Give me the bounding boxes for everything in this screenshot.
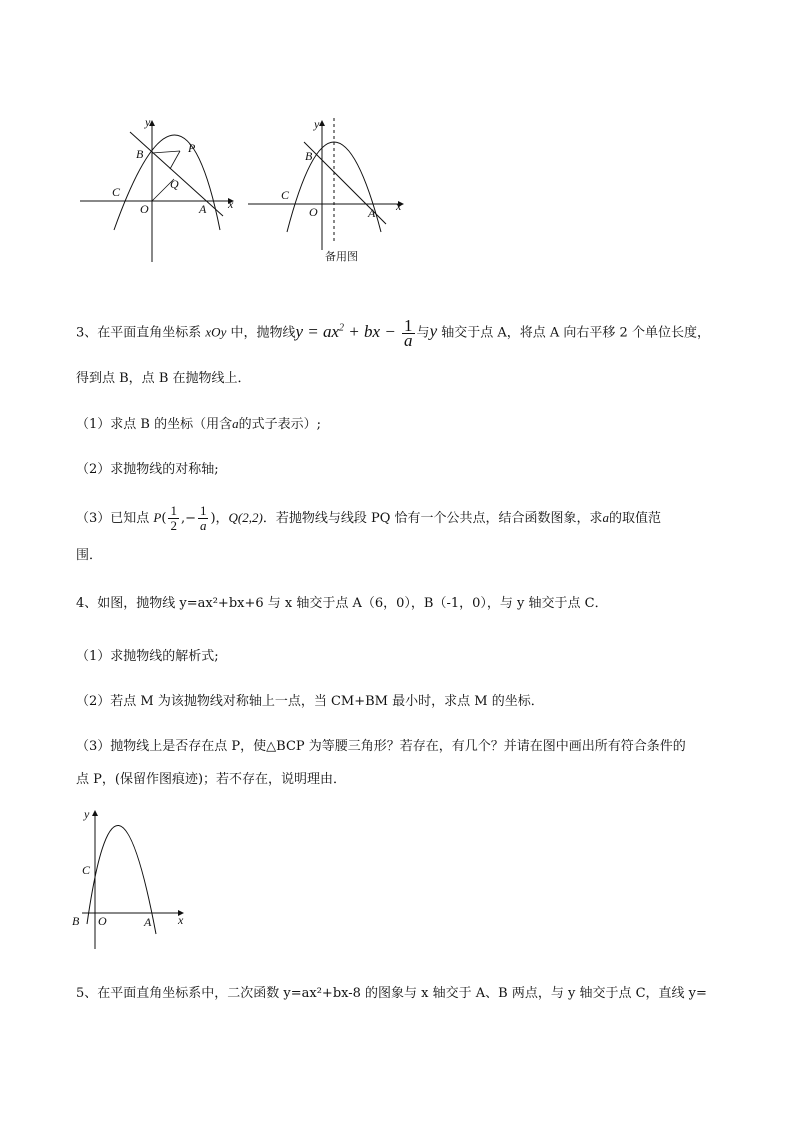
label-x: x bbox=[178, 913, 184, 927]
q3-text-a: 3、在平面直角坐标系 bbox=[76, 325, 206, 341]
q3-y: y bbox=[429, 321, 438, 341]
segment-pq bbox=[170, 151, 180, 169]
label-y: y bbox=[84, 807, 90, 821]
label-b: B bbox=[305, 149, 313, 163]
label-x: x bbox=[396, 199, 402, 213]
q3-formula-square: 2 bbox=[339, 322, 345, 333]
q3-formula-part1: y = ax bbox=[295, 321, 340, 341]
q3-formula bbox=[295, 322, 400, 341]
q3-part-3-line-2: 围． bbox=[76, 548, 103, 563]
q3-part-1 bbox=[76, 414, 736, 435]
q3-p3-var: a bbox=[602, 510, 610, 525]
q4-part-3-line-2: 点 P，(保留作图痕迹)；若不存在，说明理由． bbox=[76, 772, 347, 787]
label-a: A bbox=[144, 915, 152, 929]
q3-p3-comma: ,− bbox=[180, 511, 196, 526]
q4-part-1: （1）求抛物线的解析式; bbox=[76, 649, 219, 664]
q3-p3-Q: Q(2,2) bbox=[228, 510, 263, 525]
q3-p3-c: 的取值范 bbox=[609, 511, 662, 526]
label-o: O bbox=[140, 202, 149, 216]
q3-p3-f2-den: a bbox=[199, 518, 207, 533]
q3-xoy: xOy bbox=[205, 324, 227, 340]
q3-part-3 bbox=[76, 504, 736, 533]
q3-p3-f1-den: 2 bbox=[170, 518, 177, 533]
q3-part-2: （2）求抛物线的对称轴; bbox=[76, 462, 219, 477]
y-axis-arrow bbox=[319, 120, 325, 126]
q3-text-c: 与 bbox=[416, 325, 430, 341]
q3-p3-a: （3）已知点 bbox=[76, 511, 154, 526]
q4-line-1: 4、如图，抛物线 y=ax²+bx+6 与 x 轴交于点 A（6，0），B（-1，0），与 y 轴交于点 C． bbox=[76, 596, 608, 611]
q3-p3-frac-1 bbox=[168, 504, 179, 533]
label-x: x bbox=[228, 197, 234, 211]
label-b: B bbox=[72, 914, 80, 928]
figure-2-parabola-spare bbox=[240, 112, 420, 268]
figure-caption: 备用图 bbox=[325, 250, 358, 263]
label-a: A bbox=[199, 202, 207, 216]
label-p: P bbox=[188, 141, 196, 155]
q3-p3-open: ( bbox=[161, 511, 167, 526]
y-axis-arrow bbox=[92, 810, 98, 816]
q3-p1-b: 的式子表示）; bbox=[238, 417, 321, 432]
label-b: B bbox=[136, 147, 144, 161]
label-y: y bbox=[314, 117, 320, 131]
q4-part-2: （2）若点 M 为该抛物线对称轴上一点，当 CM+BM 最小时，求点 M 的坐标． bbox=[76, 694, 544, 709]
label-q: Q bbox=[170, 177, 179, 191]
q3-p3-frac-2 bbox=[198, 504, 209, 533]
q3-p3-P: P bbox=[153, 510, 162, 525]
q3-formula-part2: + bx − bbox=[344, 321, 401, 341]
q3-frac-den: a bbox=[404, 330, 413, 350]
q3-p1-a: （1）求点 B 的坐标（用含 bbox=[76, 417, 233, 432]
label-c: C bbox=[82, 863, 91, 877]
q3-line-2: 得到点 B，点 B 在抛物线上． bbox=[76, 371, 251, 386]
q3-p3-b: ．若抛物线与线段 PQ 恰有一个公共点，结合函数图象，求 bbox=[262, 511, 603, 526]
q3-text-b: 中，抛物线 bbox=[226, 325, 296, 341]
q3-frac-num: 1 bbox=[404, 315, 413, 335]
q3-p3-f1-num: 1 bbox=[170, 503, 177, 518]
segment-bp bbox=[152, 151, 180, 153]
q3-line-1 bbox=[76, 315, 736, 350]
label-c: C bbox=[112, 185, 121, 199]
label-a: A bbox=[368, 206, 376, 220]
label-y: y bbox=[145, 115, 151, 129]
q3-p1-var: a bbox=[232, 416, 239, 431]
figure-3-parabola bbox=[66, 804, 196, 954]
label-c: C bbox=[281, 188, 290, 202]
q4-part-3-line-1: （3）抛物线上是否存在点 P，使△BCP 为等腰三角形？若存在，有几个？并请在图中画出所有符合条件的 bbox=[76, 739, 686, 754]
label-o: O bbox=[309, 205, 318, 219]
q3-p3-f2-num: 1 bbox=[199, 503, 207, 518]
label-o: O bbox=[98, 914, 107, 928]
q5-line-1: 5、在平面直角坐标系中，二次函数 y=ax²+bx-8 的图象与 x 轴交于 A、B 两点，与 y 轴交于点 C，直线 y= bbox=[76, 986, 707, 1001]
q3-text-d: 轴交于点 A，将点 A 向右平移 2 个单位长度， bbox=[437, 325, 710, 341]
q3-fraction bbox=[402, 315, 415, 350]
figure-1-parabola bbox=[70, 112, 250, 272]
q3-p3-close: )， bbox=[210, 511, 229, 526]
